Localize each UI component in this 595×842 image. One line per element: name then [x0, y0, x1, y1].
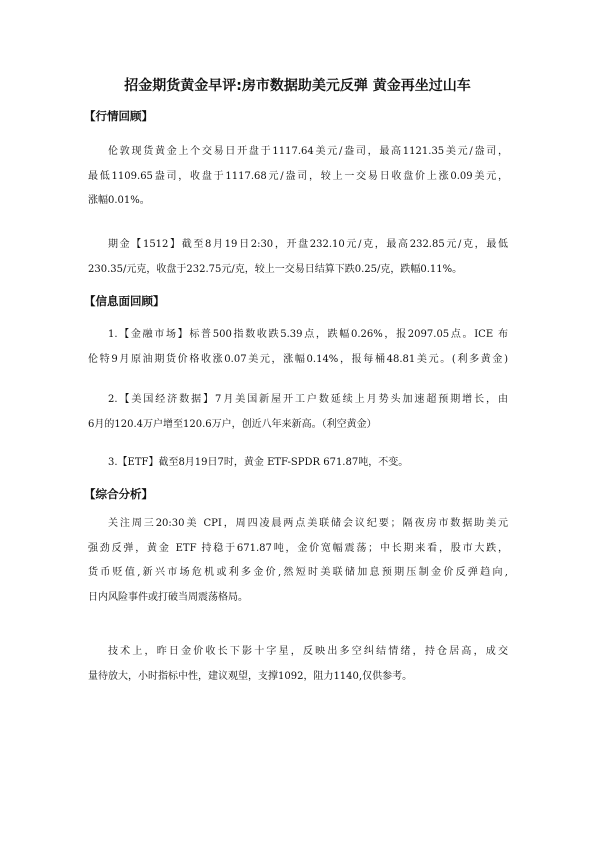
paragraph-analysis-summary	[88, 512, 508, 610]
paragraph-line: 强劲反弹，黄金 ETF 持稳于671.87吨，金价宽幅震荡；中长期来看，股市大跌，	[88, 542, 508, 554]
news-item-us-economic-data	[88, 388, 508, 437]
section-heading-market-review: 【行情回顾】	[84, 109, 153, 123]
paragraph-futures-1512	[88, 233, 508, 282]
news-item-financial-market	[88, 323, 508, 372]
paragraph-line: 日内风险事件或打破当周震荡格局。	[88, 591, 248, 603]
section-heading-news-review: 【信息面回顾】	[84, 294, 165, 308]
paragraph-line: 230.35/元克，收盘于232.75元/克，较上一交易日结算下跌0.25/克，跌幅0.11%。	[88, 263, 463, 275]
paragraph-line: 3.【ETF】截至8月19日7时，黄金 ETF-SPDR 671.87吨，不变。	[108, 457, 409, 468]
news-item-etf	[88, 451, 508, 476]
paragraph-line: 2.【美国经济数据】7月美国新屋开工户数延续上月势头加速超预期增长，由	[108, 394, 508, 405]
paragraph-line: 涨幅0.01%。	[88, 195, 150, 206]
paragraph-technical-analysis	[88, 640, 508, 689]
page-title: 招金期货黄金早评:房市数据助美元反弹 黄金再坐过山车	[124, 78, 471, 94]
paragraph-line: 最低1109.65盎司，收盘于1117.68元/盎司，较上一交易日收盘价上涨0.09美元，	[88, 170, 508, 182]
paragraph-line: 期金【1512】截至8月19日2:30，开盘232.10元/克，最高232.85元/克，最低	[108, 239, 508, 250]
paragraph-line: 关注周三20:30美 CPI，周四凌晨两点美联储会议纪要；隔夜房市数据助美元	[108, 518, 508, 529]
paragraph-line: 货币贬值,新兴市场危机或利多金价,然短时美联储加息预期压制金价反弹趋向,	[88, 567, 508, 578]
paragraph-line: 伦特9月原油期货价格收涨0.07美元，涨幅0.14%，报每桶48.81美元。(利多黄金)	[88, 353, 508, 365]
paragraph-line: 量待放大，小时指标中性，建议观望，支撑1092，阻力1140,仅供参考。	[88, 670, 413, 682]
section-heading-analysis: 【综合分析】	[84, 487, 153, 501]
paragraph-london-gold	[88, 140, 508, 214]
paragraph-line: 技术上，昨日金价收长下影十字星，反映出多空纠结情绪，持仓居高，成交	[108, 646, 508, 657]
paragraph-line: 6月的120.4万户增至120.6万户，创近八年来新高。（利空黄金）	[88, 418, 377, 430]
paragraph-line: 伦敦现货黄金上个交易日开盘于1117.64美元/盎司，最高1121.35美元/盎司，	[108, 146, 508, 157]
paragraph-line: 1.【金融市场】标普500指数收跌5.39点，跌幅0.26%，报2097.05点。ICE 布	[108, 329, 508, 340]
